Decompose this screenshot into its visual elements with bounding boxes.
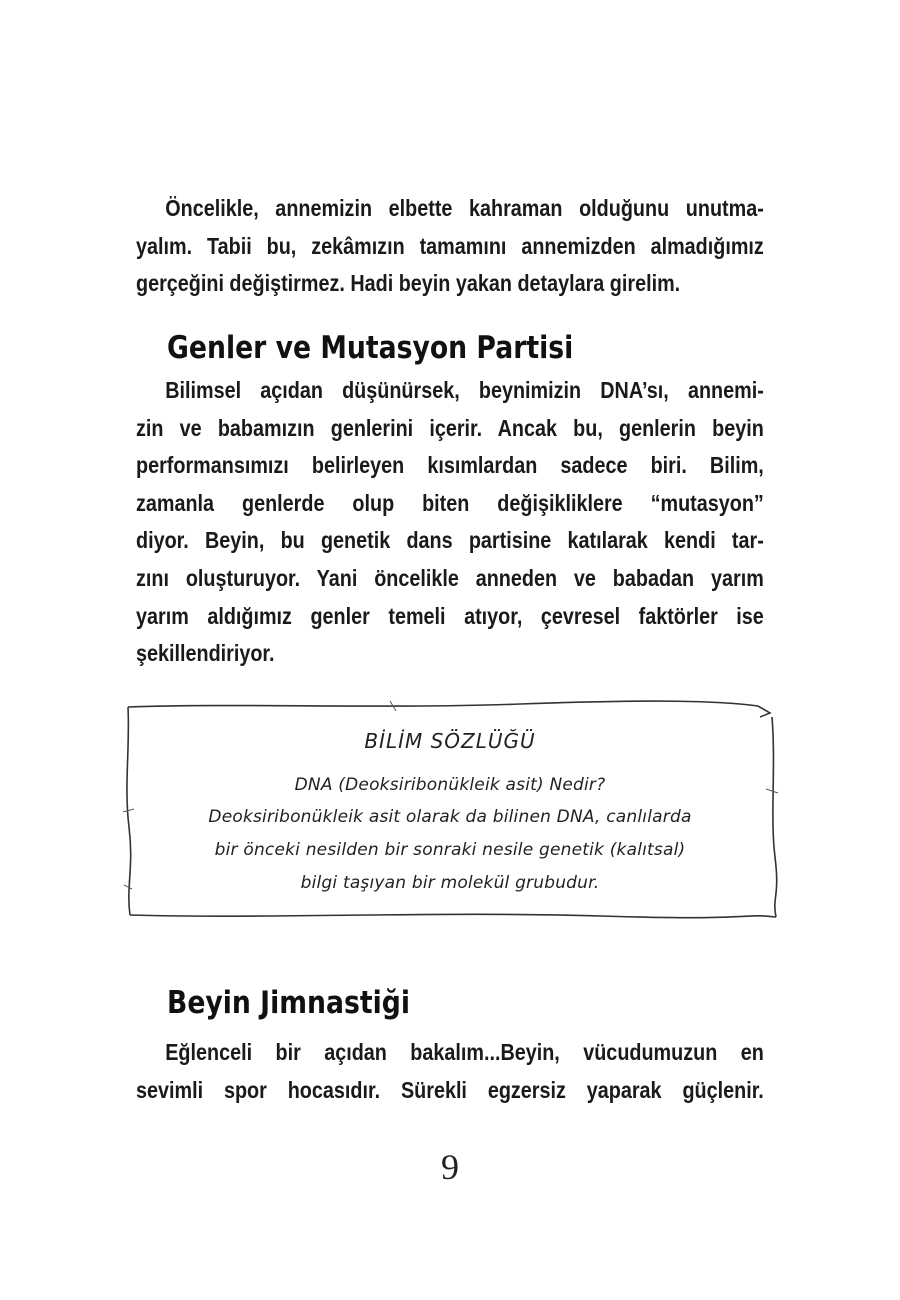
section-heading-genes: Genler ve Mutasyon Partisi — [167, 330, 574, 366]
science-glossary-box — [120, 697, 780, 923]
intro-line: yalım. Tabii bu, zekâmızın tamamını annemizden almadığımız — [136, 232, 764, 259]
section-heading-brain-gym: Beyin Jimnastiği — [167, 985, 410, 1021]
glossary-title: BİLİM SÖZLÜĞÜ — [364, 729, 536, 753]
genes-line: diyor. Beyin, bu genetik dans partisine katılarak kendi tar- — [136, 527, 764, 554]
genes-paragraph — [136, 372, 764, 673]
genes-line: zin ve babamızın genlerini içerir. Ancak bu, genlerin beyin — [136, 414, 764, 441]
glossary-line: DNA (Deoksiribonükleik asit) Nedir? — [294, 775, 606, 795]
genes-line: zını oluşturuyor. Yani öncelikle anneden ve babadan yarım — [136, 564, 764, 591]
genes-line: performansımızı belirleyen kısımlardan sadece biri. Bilim, — [136, 452, 764, 479]
glossary-line: bilgi taşıyan bir molekül grubudur. — [300, 873, 600, 893]
genes-line: zamanla genlerde olup biten değişikliklere “mutasyon” — [136, 489, 764, 516]
genes-line: şekillendiriyor. — [136, 640, 275, 667]
intro-line: Öncelikle, annemizin elbette kahraman olduğunu unutma- — [165, 195, 764, 221]
genes-line: Bilimsel açıdan düşünürsek, beynimizin DNA’sı, annemi- — [165, 377, 764, 403]
brain-gym-paragraph — [136, 1034, 764, 1109]
brain-gym-line: sevimli spor hocasıdır. Sürekli egzersiz yaparak güçlenir. — [136, 1076, 764, 1103]
glossary-line: Deoksiribonükleik asit olarak da bilinen DNA, canlılarda — [208, 807, 692, 827]
page-number: 9 — [441, 1147, 459, 1187]
genes-line: yarım aldığımız genler temeli atıyor, çevresel faktörler ise — [136, 602, 764, 629]
intro-line: gerçeğini değiştirmez. Hadi beyin yakan detaylara girelim. — [136, 270, 681, 297]
intro-paragraph — [136, 190, 764, 303]
glossary-line: bir önceki nesilden bir sonraki nesile genetik (kalıtsal) — [214, 840, 686, 860]
brain-gym-line: Eğlenceli bir açıdan bakalım...Beyin, vücudumuzun en — [165, 1039, 764, 1065]
